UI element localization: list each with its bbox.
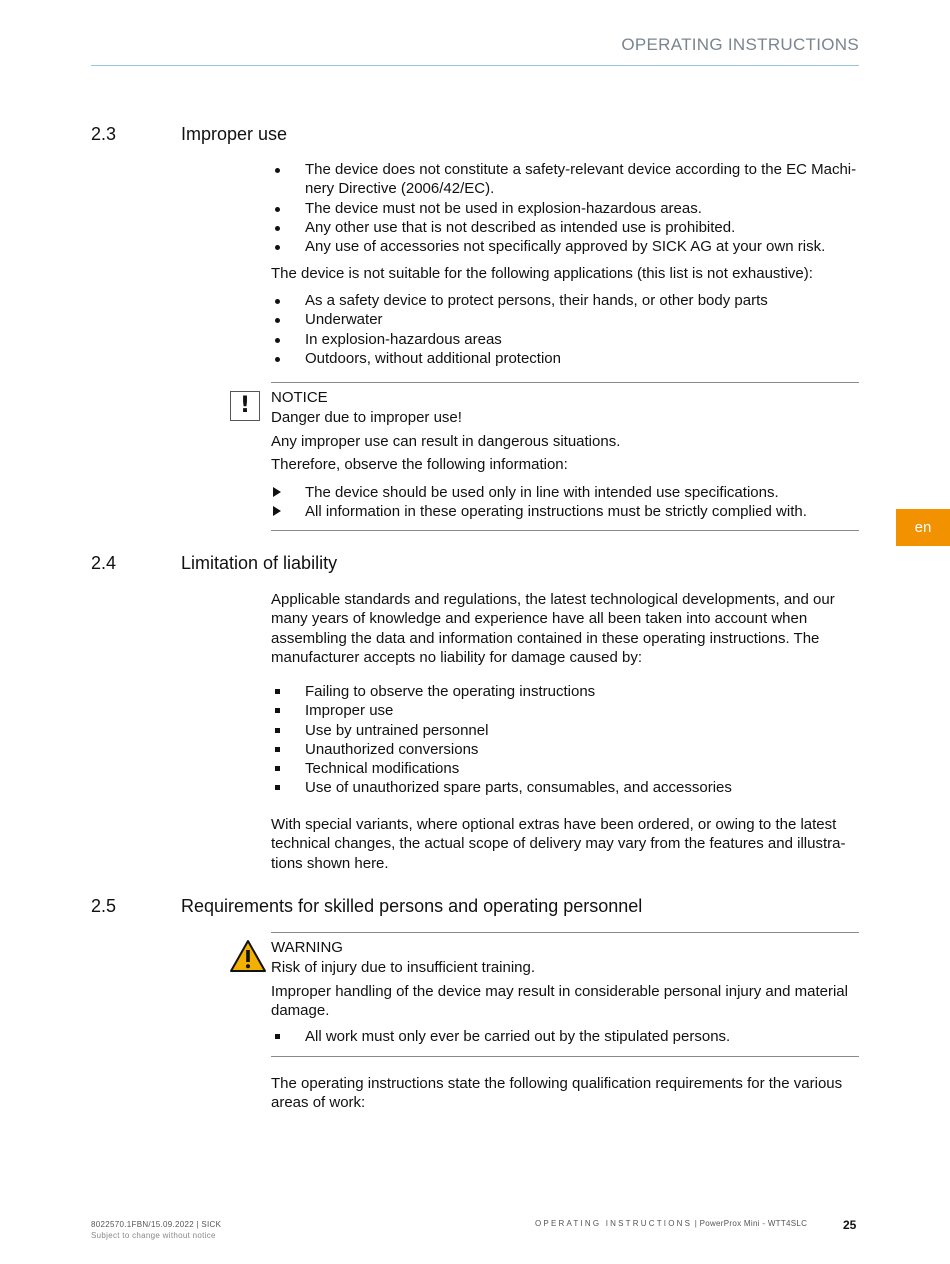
list-item: Unauthorized conversions (271, 740, 859, 759)
footer-doc-info (91, 1219, 221, 1241)
list-item: Use by untrained personnel (271, 721, 859, 740)
list-item: In explosion-hazardous areas (271, 330, 859, 349)
not-suitable-intro: The device is not suitable for the following applications (this list is not exhaustive): (271, 265, 813, 282)
section-title-2-4: Limitation of liability (181, 553, 338, 573)
footer-doc-id: 8022570.1FBN/15.09.2022 | SICK (91, 1220, 222, 1229)
list-item: As a safety device to protect persons, their hands, or other body parts (271, 291, 859, 310)
footer-subject: Subject to change without notice (91, 1231, 216, 1240)
header-divider (91, 65, 859, 66)
list-item: Use of unauthorized spare parts, consumables, and accessories (271, 778, 859, 797)
section-number-2-5: 2.5 (91, 896, 117, 916)
list-item: Any use of accessories not specifically approved by SICK AG at your own risk. (271, 237, 859, 256)
header-title: OPERATING INSTRUCTIONS (621, 35, 859, 54)
notice-box (271, 388, 859, 522)
list-item: The device must not be used in explosion-hazardous areas. (271, 199, 859, 218)
section-number-2-3: 2.3 (91, 124, 117, 144)
list-item: All work must only ever be carried out by the stipulated persons. (271, 1027, 859, 1046)
footer-doc-type: OPERATING INSTRUCTIONS (535, 1219, 693, 1228)
liability-closing: With special variants, where optional extras have been ordered, or owing to the latest technical changes, the actual scope of delivery may vary from the features and illustra-tions shown here. (271, 816, 846, 872)
language-tab[interactable]: en (896, 509, 950, 546)
footer-product: | PowerProx Mini - WTT4SLC (694, 1219, 808, 1228)
warning-heading-period: . (530, 959, 536, 977)
list-item: Any other use that is not described as intended use is prohibited. (271, 218, 859, 237)
warning-triangle-icon (229, 939, 267, 973)
qualification-intro: The operating instructions state the following qualification requirements for the various areas of work: (271, 1075, 843, 1112)
improper-use-bullets (271, 160, 859, 256)
warning-label: WARNING (271, 939, 343, 956)
warning-bottom-rule (271, 1056, 859, 1057)
warning-box (271, 938, 859, 1046)
list-item: The device should be used only in line with intended use specifications. (271, 483, 859, 502)
list-item: Outdoors, without additional protection (271, 349, 859, 368)
footer-title (535, 1219, 807, 1228)
notice-heading: Danger due to improper use! (271, 409, 462, 427)
section-title-2-5: Requirements for skilled persons and operating personnel (181, 896, 643, 916)
warning-top-rule (271, 932, 859, 933)
section-number-2-4: 2.4 (91, 553, 117, 573)
warning-heading: Risk of injury due to insufficient training (271, 959, 531, 977)
list-item: The device does not constitute a safety-relevant device according to the EC Machi-nery Directive (2006/42/EC). (271, 160, 859, 199)
notice-bottom-rule (271, 530, 859, 531)
page-number: 25 (843, 1218, 857, 1232)
list-item: Failing to observe the operating instructions (271, 682, 859, 701)
exclamation-icon: ! (230, 391, 260, 421)
list-item: Underwater (271, 310, 859, 329)
warning-text: Improper handling of the device may result in considerable personal injury and material damage. (271, 982, 848, 1019)
notice-instruction: Therefore, observe the following information: (271, 455, 568, 473)
notice-top-rule (271, 382, 859, 383)
liability-intro: Applicable standards and regulations, the latest technological developments, and our many years of knowledge and experience have all been taken into account when assembling the data and information contained in these operating instructions. The manufacturer accepts no liability for damage caused by: (271, 591, 835, 666)
warning-heading-line (271, 958, 859, 977)
list-item: All information in these operating instructions must be strictly complied with. (271, 502, 859, 521)
section-title-2-3: Improper use (181, 124, 288, 144)
list-item: Improper use (271, 701, 859, 720)
notice-label: NOTICE (271, 389, 328, 406)
list-item: Technical modifications (271, 759, 859, 778)
not-suitable-list (271, 291, 859, 368)
notice-text: Any improper use can result in dangerous situations. (271, 432, 621, 450)
liability-list (271, 682, 859, 798)
